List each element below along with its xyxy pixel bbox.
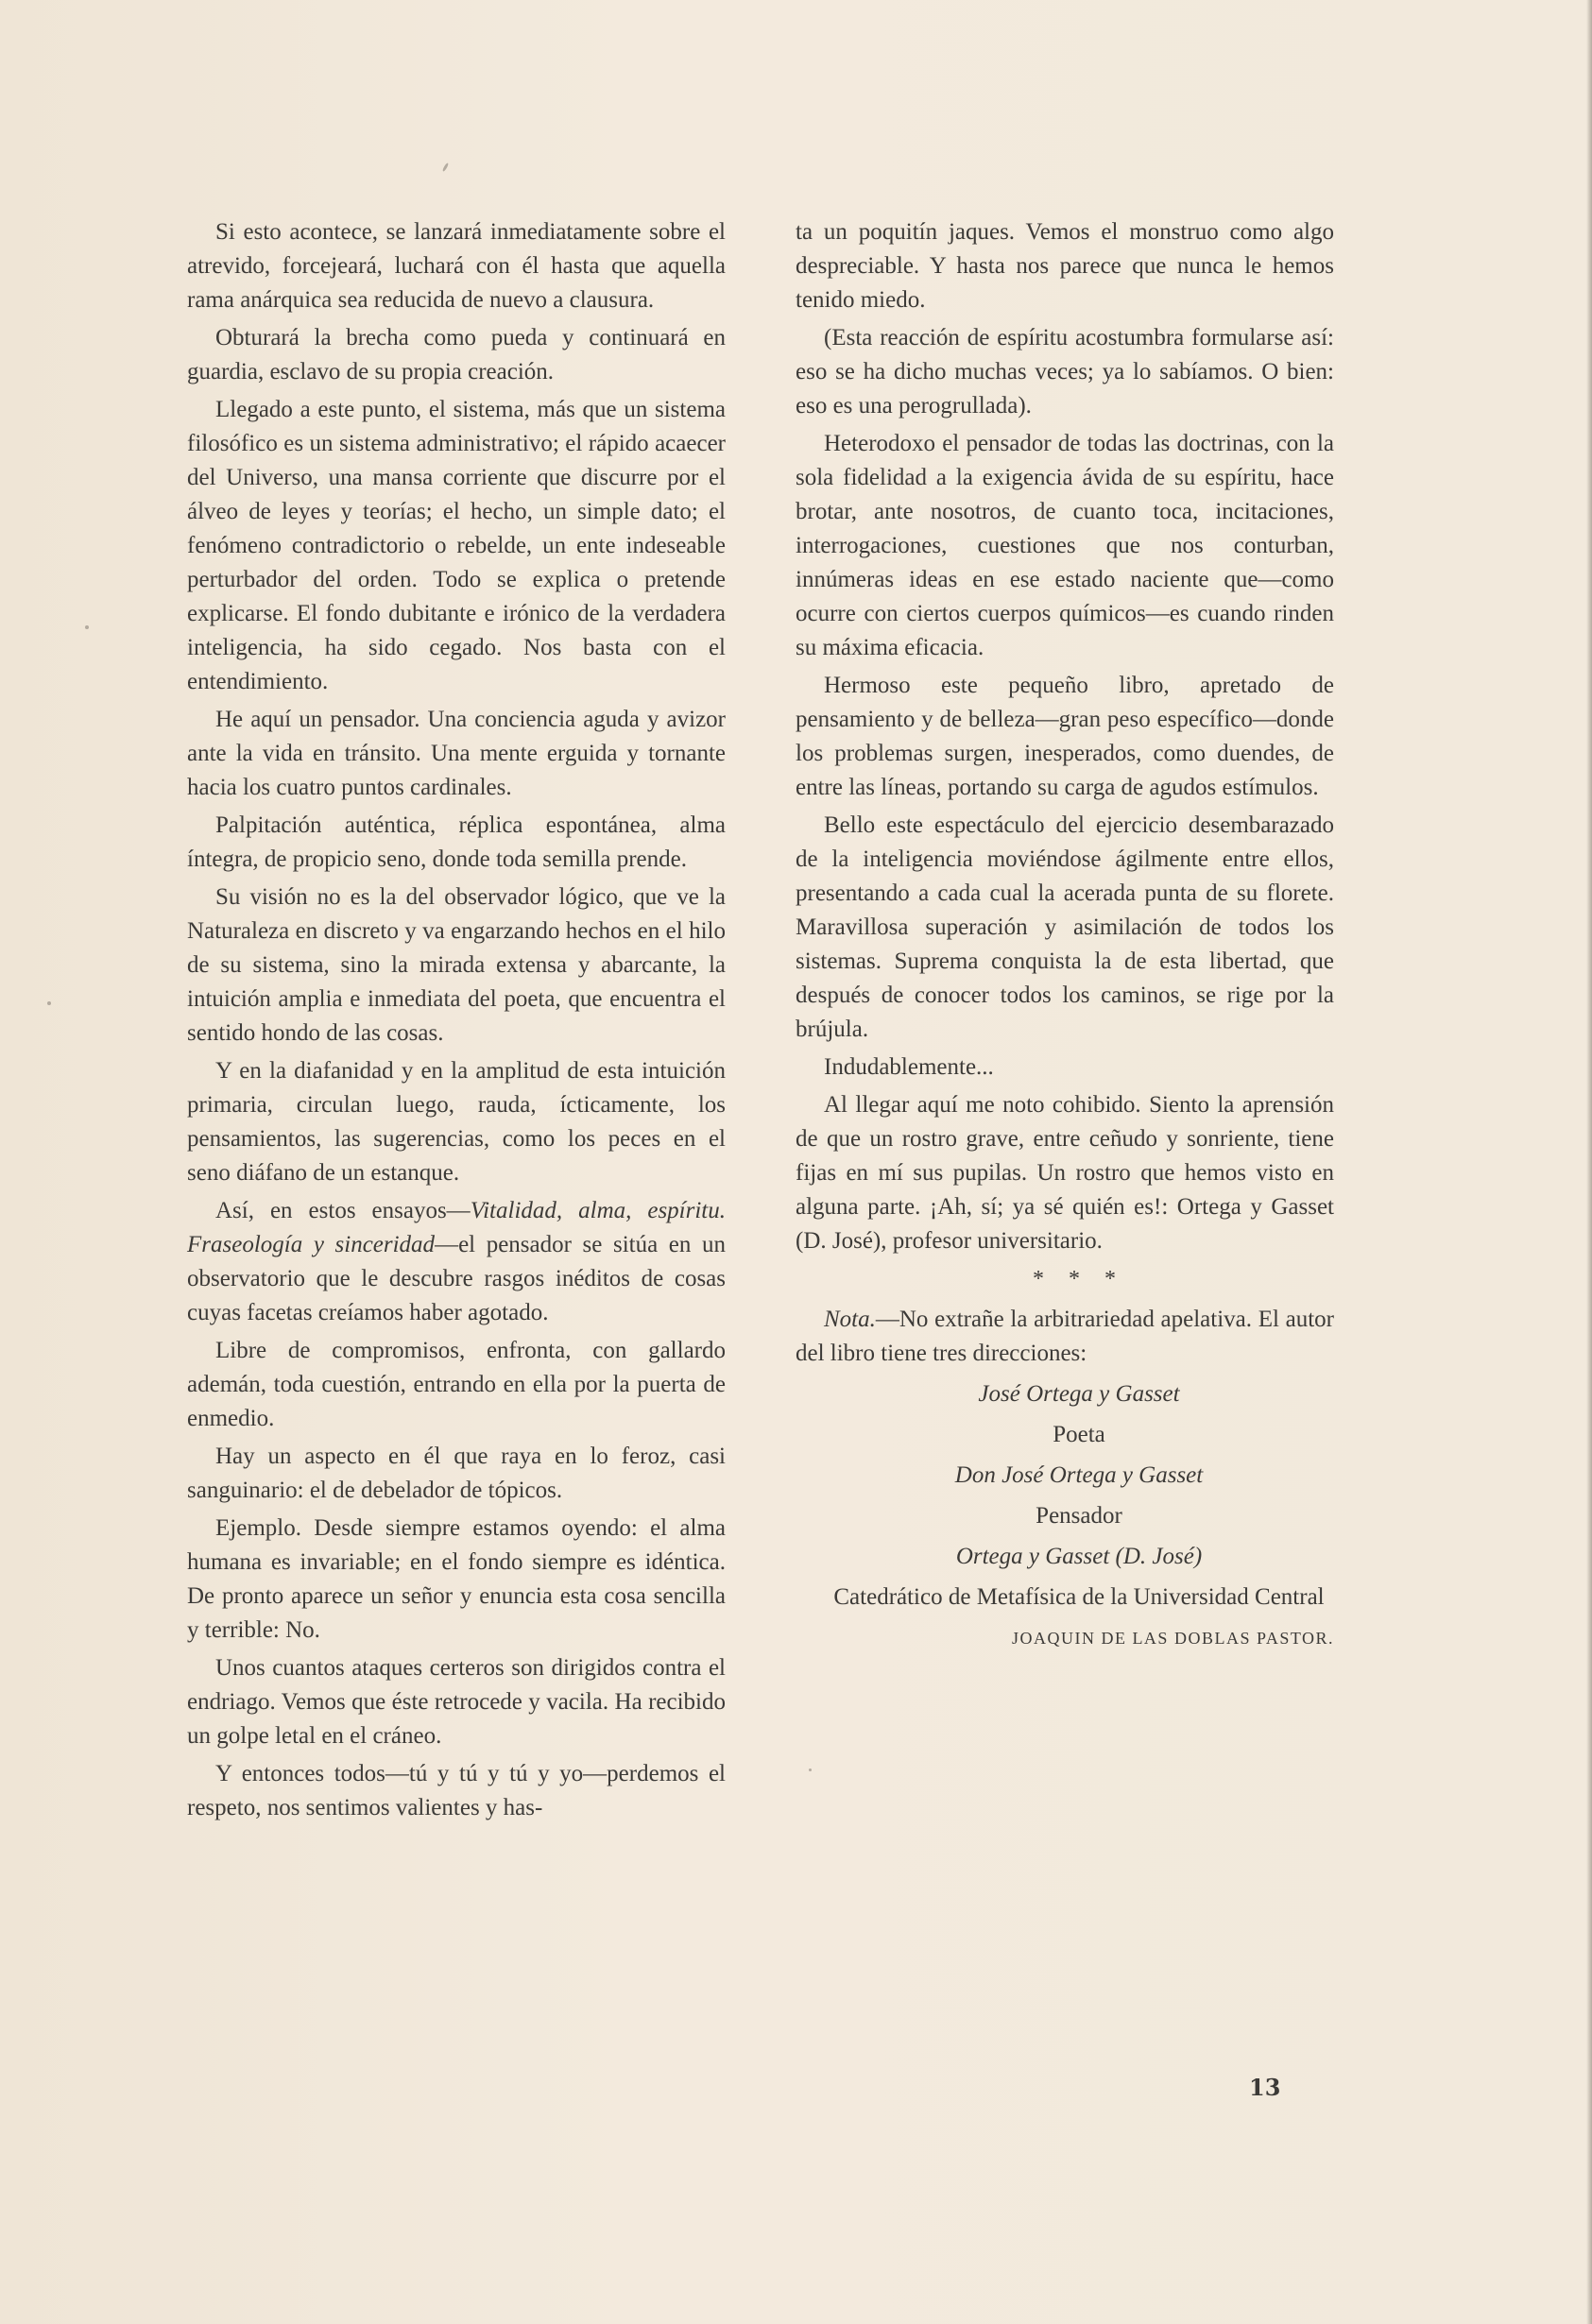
section-separator: * * * — [1033, 1267, 1125, 1291]
right-paragraph-3: Heterodoxo el pensador de todas las doctrinas, con la sola fidelidad a la exigencia ávida de su espíritu, hace brotar, ante nosotros, de cuanto toca, incitaciones, interrogaciones, cuestiones que nos conturban, innúmeras ideas en ese estado naciente que—como ocurre con ciertos cuerpos químicos—es cuando rinden su máxima eficacia. — [796, 431, 1334, 660]
note-paragraph — [796, 1303, 1334, 1371]
right-paragraph-2: (Esta reacción de espíritu acostumbra formularse así: eso se ha dicho muchas veces; ya lo sabíamos. O bien: eso es una perogrullada). — [796, 325, 1334, 419]
left-paragraph-2: Obturará la brecha como pueda y continuará en guardia, esclavo de su propia creación. — [187, 325, 726, 384]
address-role-1: Poeta — [1053, 1422, 1105, 1447]
paper-speck — [85, 625, 89, 629]
right-paragraph-6: Indudablemente... — [824, 1054, 994, 1080]
left-paragraph-4: He aquí un pensador. Una conciencia aguda y avizor ante la vida en tránsito. Una mente erguida y tornante hacia los cuatro puntos cardinales. — [187, 707, 726, 800]
left-paragraph-8-end: —el pensador se sitúa en un observatorio que le descubre rasgos inéditos de cosas cuyas facetas creíamos haber agotado. — [187, 1232, 726, 1325]
note-text: —No extrañe la arbitrariedad apelativa. El autor del libro tiene tres direcciones: — [796, 1307, 1334, 1366]
left-paragraph-7: Y en la diafanidad y en la amplitud de esta intuición primaria, circulan luego, rauda, ícticamente, los pensamientos, las sugerencias, como los peces en el seno diáfano de un estanque. — [187, 1058, 726, 1186]
address-name-1: José Ortega y Gasset — [978, 1381, 1180, 1407]
paper-speck — [47, 1001, 51, 1005]
page-number: 13 — [1249, 2074, 1281, 2101]
left-paragraph-5: Palpitación auténtica, réplica espontánea, alma íntegra, de propicio seno, donde toda semilla prende. — [187, 812, 726, 872]
left-paragraph-1: Si esto acontece, se lanzará inmediatamente sobre el atrevido, forcejeará, luchará con él hasta que aquella rama anárquica sea reducida de nuevo a clausura. — [187, 219, 726, 313]
address-role-3: Catedrático de Metafísica de la Universidad Central — [833, 1584, 1325, 1610]
address-role-2: Pensador — [1036, 1503, 1122, 1529]
right-paragraph-5: Bello este espectáculo del ejercicio desembarazado de la inteligencia moviéndose ágilmente entre ellos, presentando a cada cual la acerada punta de su florete. Maravillosa superación y asimilación de todos los sistemas. Suprema conquista la de esta libertad, que después de conocer todos los caminos, se rige por la brújula. — [796, 812, 1334, 1042]
left-paragraph-3: Llegado a este punto, el sistema, más que un sistema filosófico es un sistema administrativo; el rápido acaecer del Universo, una mansa corriente que discurre por el álveo de leyes y teorías; el hecho, un simple dato; el fenómeno contradictorio o rebelde, un ente indeseable perturbador del orden. Todo se explica o pretende explicarse. El fondo dubitante e irónico de la verdadera inteligencia, ha sido cegado. Nos basta con el entendimiento. — [187, 397, 726, 694]
left-paragraph-8 — [187, 1194, 726, 1330]
paper-speck — [809, 1769, 812, 1771]
left-paragraph-13: Y entonces todos—tú y tú y tú y yo—perdemos el respeto, nos sentimos valientes y has- — [187, 1761, 726, 1820]
right-paragraph-7: Al llegar aquí me noto cohibido. Siento la aprensión de que un rostro grave, entre ceñudo y sonriente, tiene fijas en mí sus pupilas. Un rostro que hemos visto en alguna parte. ¡Ah, sí; ya sé quién es!: Ortega y Gasset (D. José), profesor universitario. — [796, 1092, 1334, 1254]
left-paragraph-9: Libre de compromisos, enfronta, con gallardo ademán, toda cuestión, entrando en ella por la puerta de enmedio. — [187, 1338, 726, 1431]
right-column — [796, 215, 1334, 1662]
page-edge-shadow — [1586, 0, 1592, 2324]
right-paragraph-4: Hermoso este pequeño libro, apretado de pensamiento y de belleza—gran peso específico—donde los problemas surgen, inesperados, como duendes, de entre las líneas, portando su carga de agudos estímulos. — [796, 673, 1334, 800]
right-paragraph-1: ta un poquitín jaques. Vemos el monstruo como algo despreciable. Y hasta nos parece que nunca le hemos tenido miedo. — [796, 219, 1334, 313]
address-name-3: Ortega y Gasset (D. José) — [955, 1544, 1203, 1569]
author-signature: JOAQUIN DE LAS DOBLAS PASTOR. — [1011, 1629, 1334, 1648]
left-paragraph-10: Hay un aspecto en él que raya en lo feroz, casi sanguinario: el de debelador de tópicos. — [187, 1444, 726, 1503]
note-label: Nota. — [824, 1307, 876, 1332]
book-title-italic: Vitalidad, alma, espíritu. Fraseología y sinceridad — [187, 1198, 726, 1257]
left-paragraph-12: Unos cuantos ataques certeros son dirigidos contra el endriago. Vemos que éste retrocede y vacila. Ha recibido un golpe letal en el cráneo. — [187, 1655, 726, 1749]
left-paragraph-6: Su visión no es la del observador lógico, que ve la Naturaleza en discreto y va engarzando hechos en el hilo de su sistema, sino la mirada extensa y abarcante, la intuición amplia e inmediata del poeta, que encuentra el sentido hondo de las cosas. — [187, 884, 726, 1046]
left-column — [187, 215, 726, 1829]
address-name-2: Don José Ortega y Gasset — [954, 1462, 1204, 1488]
left-paragraph-8-start: Así, en estos ensayos— — [215, 1198, 471, 1223]
left-paragraph-11: Ejemplo. Desde siempre estamos oyendo: el alma humana es invariable; en el fondo siempre es idéntica. De pronto aparece un señor y enuncia esta cosa sencilla y terrible: No. — [187, 1515, 726, 1643]
